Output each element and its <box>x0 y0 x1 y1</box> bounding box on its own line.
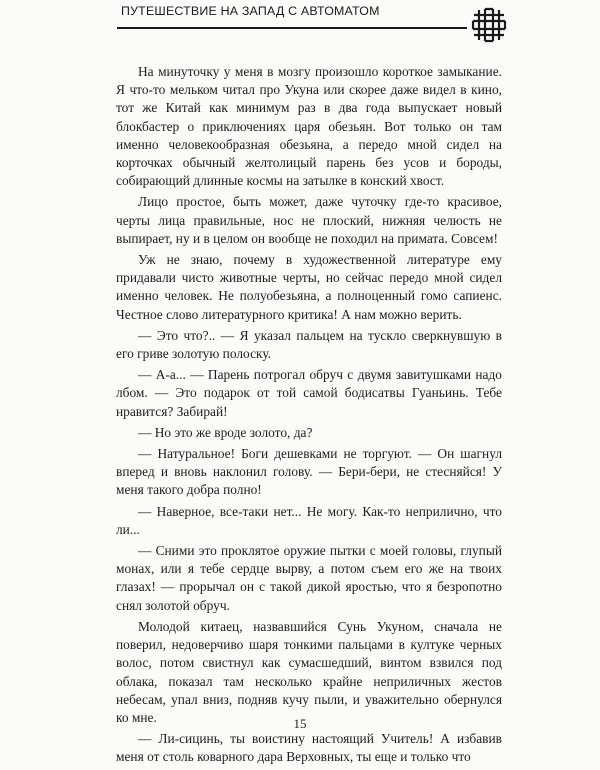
knot-ornament-icon <box>470 7 508 43</box>
paragraph-5: — А-а... — Парень потрогал обруч с двумя завитушками надо лбом. — Это подарок от той самой бодисатвы Гуаньинь. Тебе нравится? Забирай! <box>116 367 502 419</box>
paragraph-3: Уж не знаю, почему в художественной литературе ему придавали чисто животные черты, но сейчас передо мной сидел именно человек. Не полуобезьяна, а полноценный гомо сапиенс. Честное слово литературного критика! А нам можно верить. <box>116 252 502 322</box>
paragraph-8: — Наверное, все-таки нет... Не могу. Как-то неприлично, что ли... <box>116 503 502 537</box>
header-rule <box>117 27 467 29</box>
paragraph-7: — Натуральное! Боги дешевками не торгуют. — Он шагнул вперед и вновь наклонил голову. — Бери-бери, не стесняйся! У меня такого добра полно! <box>116 446 502 498</box>
paragraph-2: Лицо простое, быть может, даже чуточку где-то красивое, черты лица правильные, нос не плоский, нижняя челюсть не выпирает, ну и в целом он вообще не походил на примата. Совсем! <box>116 194 502 246</box>
paragraph-9: — Сними это проклятое оружие пытки с моей головы, глупый монах, или я тебе сердце вырву, а потом съем его же на твоих глазах! — прорычал он с такой дикой яростью, что я безропотно снял золотой обруч. <box>116 543 502 613</box>
body-text <box>116 63 502 770</box>
paragraph-4: — Это что?.. — Я указал пальцем на тускло сверкнувшую в его гриве золотую полоску. <box>116 327 502 362</box>
paragraph-10: Молодой китаец, назвавшийся Сунь Укуном, сначала не поверил, недоверчиво шаря тонкими пальцами в култуке черных волос, потом свистнул как сумасшедший, винтом взвился под облака, показал там несколько крайне неприличных жестов небесам, упал вниз, подняв кучу пыли, и уважительно обернулся ко мне. <box>116 618 502 725</box>
paragraph-11: — Ли-сицинь, ты воистину настоящий Учитель! А избавив меня от столь коварного дара Верховных, ты еще и только что <box>116 731 502 765</box>
paragraph-1: На минуточку у меня в мозгу произошло короткое замыкание. Я что-то мельком читал про Укуна или скорее даже видел в кино, тот же Китай как минимум раз в два года выпускает новый блокбастер о приключениях царя обезьян. Вот только он там именно человекообразная обезьяна, а передо мной сидел на корточках обычный желтолицый парень без усов и бороды, собирающий длинные космы на затылке в конский хвост. <box>116 64 502 189</box>
running-title: ПУТЕШЕСТВИЕ НА ЗАПАД С АВТОМАТОМ <box>121 4 380 18</box>
paragraph-6: — Но это же вроде золото, да? <box>138 424 313 440</box>
page-number: 15 <box>293 716 307 731</box>
